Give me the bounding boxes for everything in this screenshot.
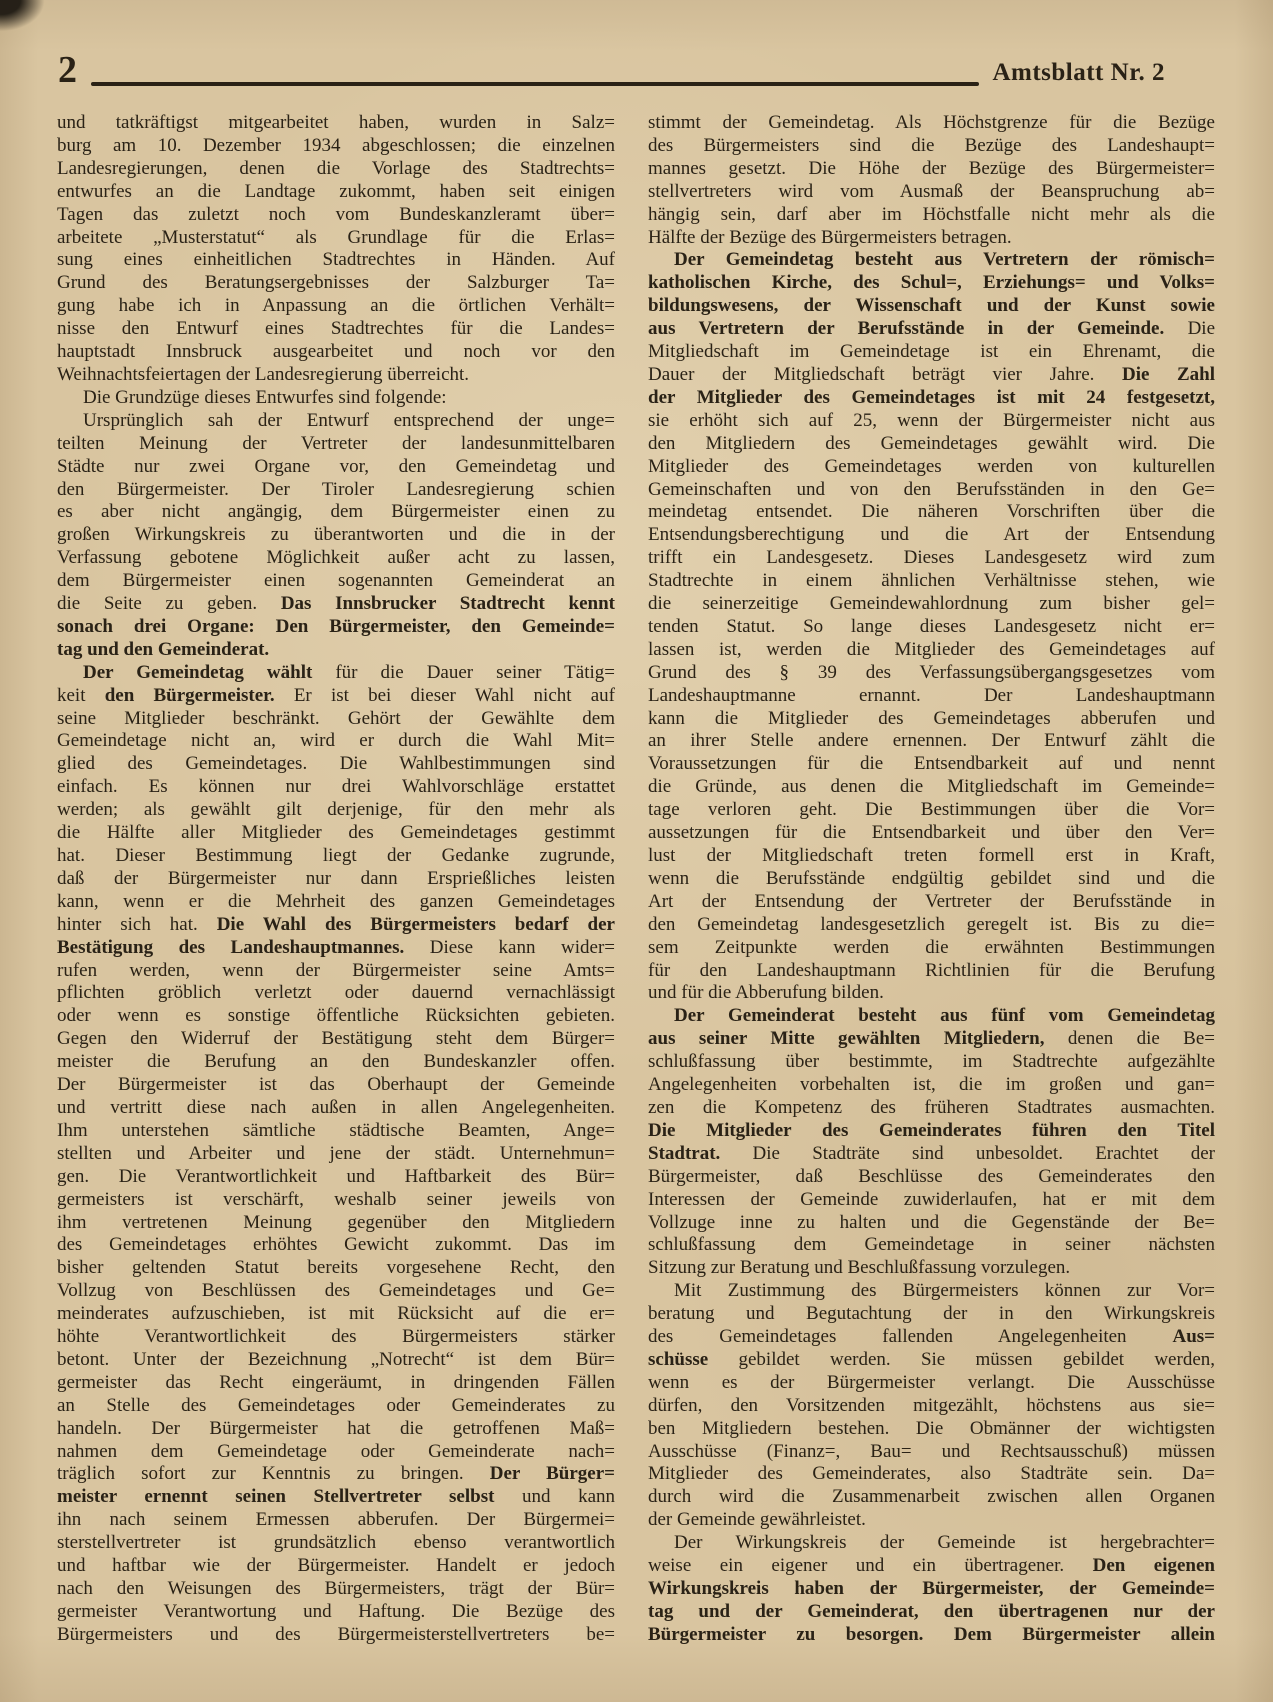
text-run: Gemeinschaften und von den Berufsständen in den Ge= — [648, 478, 1215, 500]
text-line — [648, 1234, 1215, 1257]
text-line — [57, 135, 615, 158]
text-line — [57, 456, 615, 479]
text-line — [648, 662, 1215, 685]
text-run: entwurfes an die Landtage zukommt, haben seit einigen — [57, 180, 615, 202]
bold-text-run: Der Gemeindetag besteht aus Vertretern der römisch= — [674, 249, 1215, 271]
text-line — [648, 295, 1215, 318]
text-line — [57, 318, 615, 341]
text-run: werden; als gewählt gilt derjenige, für den mehr als — [57, 799, 615, 821]
text-line — [648, 799, 1215, 822]
bold-text-run: Bestätigung des Landeshauptmannes. — [57, 936, 405, 958]
text-line — [57, 639, 615, 662]
text-line — [57, 1441, 615, 1464]
text-line — [648, 1532, 1215, 1555]
text-run: Interessen der Gemeinde zuwiderlaufen, hat er mit dem — [648, 1188, 1215, 1210]
text-line — [57, 1028, 615, 1051]
text-run: Ausschüsse (Finanz=, Bau= und Rechtsausschuß) müssen — [648, 1440, 1215, 1462]
text-line — [648, 730, 1215, 753]
text-line — [57, 1234, 615, 1257]
text-run: und kann — [494, 1486, 615, 1508]
text-run: Die Stadträte sind unbesoldet. Erachtet der — [720, 1142, 1215, 1164]
text-line — [57, 845, 615, 868]
text-line — [57, 1349, 615, 1372]
text-run: Art der Entsendung der Vertreter der Berufsstände in — [648, 890, 1215, 912]
text-line — [648, 639, 1215, 662]
text-run: beratung und Begutachtung der in den Wirkungskreis — [648, 1303, 1215, 1325]
text-run: Mit Zustimmung des Bürgermeisters können zur Vor= — [674, 1280, 1215, 1302]
text-line — [648, 982, 1215, 1005]
text-column-left — [57, 112, 615, 1647]
text-run: trifft ein Landesgesetz. Dieses Landesgesetz wird zum — [648, 547, 1215, 569]
bold-text-run: Aus= — [1172, 1326, 1215, 1348]
text-run: Der Wirkungskreis der Gemeinde ist hergebrachter= — [674, 1532, 1215, 1554]
text-line — [648, 1280, 1215, 1303]
text-run: wenn es der Bürgermeister verlangt. Die Ausschüsse — [648, 1371, 1215, 1393]
text-run: wenn die Berufsstände endgültig gebildet sind und die — [648, 867, 1215, 889]
text-run: meindetag entsendet. Die näheren Vorschriften über die — [648, 501, 1215, 523]
text-run: rufen werden, wenn der Bürgermeister seine Amts= — [57, 959, 615, 981]
text-run: weise ein eigener und ein übertragener. — [648, 1555, 1093, 1577]
text-run: germeister das Recht eingeräumt, in dringenden Fällen — [57, 1371, 615, 1393]
bold-text-run: Die Mitglieder des Gemeinderates führen den Titel — [648, 1119, 1215, 1141]
text-line — [57, 1372, 615, 1395]
text-run: ihn nach seinem Ermessen abberufen. Der Bürgermei= — [57, 1509, 615, 1531]
text-line — [648, 1463, 1215, 1486]
text-line — [57, 822, 615, 845]
text-run: Die — [1164, 318, 1216, 340]
text-line — [57, 410, 615, 433]
text-run: Grund des Beratungsergebnisses der Salzburger Ta= — [57, 272, 615, 294]
text-line — [57, 1395, 615, 1418]
text-run: Vollzuge inne zu halten und die Gegenstände der Be= — [648, 1211, 1215, 1233]
text-line — [648, 1257, 1215, 1280]
text-line — [648, 1372, 1215, 1395]
text-run: nisse den Entwurf eines Stadtrechtes für die Landes= — [57, 318, 615, 340]
text-line — [57, 1555, 615, 1578]
bold-text-run: der Mitglieder des Gemeindetages ist mit 24 festgesetzt, — [648, 386, 1215, 408]
text-line — [648, 135, 1215, 158]
text-line — [648, 1578, 1215, 1601]
text-line — [648, 1212, 1215, 1235]
text-run: gebildet werden. Sie müssen gebildet werden, — [708, 1348, 1215, 1370]
text-run: arbeitete „Musterstatut“ als Grundlage für die Erlas= — [57, 226, 615, 248]
text-line — [57, 1418, 615, 1441]
text-line — [648, 249, 1215, 272]
text-line — [648, 1166, 1215, 1189]
text-line — [57, 960, 615, 983]
text-run: Ihm unterstehen sämtliche städtische Beamten, Ange= — [57, 1119, 615, 1141]
bold-text-run: sonach drei Organe: Den Bürgermeister, den Gemeinde= — [57, 615, 615, 637]
text-run: des Gemeindetages fallenden Angelegenheiten — [648, 1326, 1173, 1348]
text-run: schlußfassung über bestimmte, im Stadtrechte aufgezählte — [648, 1051, 1215, 1073]
text-run: Voraussetzungen für die Entsendbarkeit auf und nennt — [648, 753, 1215, 775]
text-run: Gegen den Widerruf der Bestätigung steht dem Bürger= — [57, 1028, 615, 1050]
text-line — [57, 1051, 615, 1074]
bold-text-run: Der Bürger= — [489, 1463, 615, 1485]
text-line — [648, 891, 1215, 914]
text-run: zen die Kompetenz des früheren Stadtrates ausmachten. — [648, 1096, 1215, 1118]
text-run: den Bürgermeister. Der Tiroler Landesregierung schien — [57, 478, 615, 500]
text-line — [648, 158, 1215, 181]
text-run: den Gemeindetag landesgesetzlich geregelt ist. Bis zu die= — [648, 913, 1215, 935]
text-line — [57, 662, 615, 685]
text-run: Er ist bei dieser Wahl nicht auf — [274, 684, 615, 706]
text-line — [57, 295, 615, 318]
scan-smudge — [0, 0, 64, 48]
text-run: handeln. Der Bürgermeister hat die getroffenen Maß= — [57, 1417, 615, 1439]
text-line — [57, 1624, 615, 1647]
text-run: und für die Abberufung bilden. — [648, 982, 884, 1004]
text-line — [57, 272, 615, 295]
text-run: kann die Mitglieder des Gemeindetages abberufen und — [648, 707, 1215, 729]
text-line — [648, 868, 1215, 891]
text-line — [57, 1326, 615, 1349]
text-line — [648, 1303, 1215, 1326]
text-line — [57, 1486, 615, 1509]
text-run: großen Wirkungskreis zu überantworten und die in der — [57, 524, 615, 546]
text-line — [648, 960, 1215, 983]
text-run: betont. Unter der Bezeichnung „Notrecht“ ist dem Bür= — [57, 1348, 615, 1370]
text-run: meister die Berufung an den Bundeskanzler offen. — [57, 1051, 615, 1073]
text-line — [648, 1189, 1215, 1212]
bold-text-run: tag und der Gemeinderat, den übertragenen nur der — [648, 1600, 1215, 1622]
text-run: schlußfassung dem Gemeindetage in seiner nächsten — [648, 1234, 1215, 1256]
text-line — [57, 204, 615, 227]
text-run: durch wird die Zusammenarbeit zwischen allen Organen — [648, 1486, 1215, 1508]
text-run: seine Mitglieder beschränkt. Gehört der Gewählte dem — [57, 707, 615, 729]
text-run: hinter sich hat. — [57, 913, 217, 935]
text-run: die Gründe, aus denen die Mitgliedschaft im Gemeinde= — [648, 776, 1215, 798]
bold-text-run: Wirkungskreis haben der Bürgermeister, der Gemeinde= — [648, 1578, 1215, 1599]
text-run: Mitgliedschaft im Gemeindetage ist ein Ehrenamt, die — [648, 341, 1215, 363]
text-line — [57, 1303, 615, 1326]
text-line — [57, 868, 615, 891]
text-line — [648, 822, 1215, 845]
text-run: und vertritt diese nach außen in allen Angelegenheiten. — [57, 1096, 615, 1118]
bold-text-run: Bürgermeister zu besorgen. Dem Bürgermeister allein — [648, 1623, 1215, 1645]
bold-text-run: Der Gemeinderat besteht aus fünf vom Gemeindetag — [674, 1005, 1215, 1027]
text-line — [57, 1280, 615, 1303]
text-run: sem Zeitpunkte werden die erwähnten Bestimmungen — [648, 936, 1215, 958]
text-line — [648, 1326, 1215, 1349]
text-run: germeisters ist verschärft, weshalb seiner jeweils von — [57, 1188, 615, 1210]
bold-text-run: tag und den Gemeinderat. — [57, 638, 270, 660]
text-run: sung eines einheitlichen Stadtrechtes in Händen. Auf — [57, 249, 615, 271]
text-run: Der Bürgermeister ist das Oberhaupt der Gemeinde — [57, 1074, 615, 1096]
text-line — [57, 685, 615, 708]
text-run: bisher geltenden Statut bereits vorgesehene Recht, den — [57, 1257, 615, 1279]
text-run: Sitzung zur Beratung und Beschlußfassung vorzulegen. — [648, 1257, 1071, 1279]
text-line — [648, 708, 1215, 731]
text-column-right — [648, 112, 1215, 1647]
text-run: an Stelle des Gemeindetages oder Gemeinderates zu — [57, 1394, 615, 1416]
text-line — [57, 799, 615, 822]
text-line — [648, 1509, 1215, 1532]
text-run: Hälfte der Bezüge des Bürgermeisters betragen. — [648, 226, 1012, 248]
text-run: keit — [57, 684, 105, 706]
text-run: kann, wenn er die Mehrheit des ganzen Gemeindetages — [57, 890, 615, 912]
bold-text-run: Den eigenen — [1092, 1555, 1215, 1577]
text-run: für die Dauer seiner Tätig= — [312, 661, 615, 683]
text-run: Weihnachtsfeiertagen der Landesregierung überreicht. — [57, 363, 470, 385]
text-run: einfach. Es können nur drei Wahlvorschläge erstattet — [57, 776, 615, 798]
text-line — [57, 181, 615, 204]
text-line — [57, 753, 615, 776]
bold-text-run: Die Zahl — [1121, 363, 1215, 385]
text-line — [648, 1097, 1215, 1120]
text-line — [57, 479, 615, 502]
text-line — [648, 1601, 1215, 1624]
text-line — [648, 341, 1215, 364]
text-run: tenden Statut. So lange dieses Landesgesetz nicht er= — [648, 615, 1215, 637]
text-line — [648, 479, 1215, 502]
text-line — [648, 456, 1215, 479]
text-run: Bürgermeisters und des Bürgermeisterstellvertreters be= — [57, 1623, 615, 1645]
text-line — [57, 891, 615, 914]
bold-text-run: Das Innsbrucker Stadtrecht kennt — [280, 593, 615, 615]
text-run: Städte nur zwei Organe vor, den Gemeindetag und — [57, 455, 615, 477]
text-line — [57, 1074, 615, 1097]
text-run: Ursprünglich sah der Entwurf entsprechend der unge= — [83, 409, 615, 431]
text-line — [648, 570, 1215, 593]
text-line — [57, 1578, 615, 1601]
text-run: dem Bürgermeister einen sogenannten Gemeinderat an — [57, 570, 615, 592]
text-line — [57, 249, 615, 272]
text-line — [648, 1624, 1215, 1647]
text-run: Dauer der Mitgliedschaft beträgt vier Jahre. — [648, 363, 1122, 385]
text-run: hauptstadt Innsbruck ausgearbeitet und noch vor den — [57, 341, 615, 363]
text-line — [57, 1601, 615, 1624]
text-line — [648, 318, 1215, 341]
text-line — [57, 1212, 615, 1235]
text-line — [648, 501, 1215, 524]
text-run: Bürgermeister, daß Beschlüsse des Gemeinderates den — [648, 1165, 1215, 1187]
text-line — [648, 387, 1215, 410]
bold-text-run: aus seiner Mitte gewählten Mitgliedern, — [648, 1028, 1045, 1050]
text-run: stellvertreters wird vom Ausmaß der Beanspruchung ab= — [648, 180, 1215, 202]
text-line — [648, 112, 1215, 135]
text-run: des Gemeindetages erhöhtes Gewicht zukommt. Das im — [57, 1234, 615, 1256]
text-run: meinderates aufzuschieben, ist mit Rücksicht auf die er= — [57, 1303, 615, 1325]
text-run: lust der Mitgliedschaft treten formell erst in Kraft, — [648, 845, 1215, 866]
text-line — [648, 1441, 1215, 1464]
text-run: den Mitgliedern des Gemeindetages gewählt wird. Die — [648, 432, 1215, 454]
text-line — [648, 593, 1215, 616]
text-run: ihm vertretenen Meinung gegenüber den Mitgliedern — [57, 1211, 615, 1233]
text-line — [648, 845, 1215, 868]
text-line — [648, 685, 1215, 708]
bold-text-run: meister ernennt seinen Stellvertreter selbst — [57, 1486, 495, 1508]
text-line — [57, 1532, 615, 1555]
text-run: Angelegenheiten vorbehalten ist, die im großen und gan= — [648, 1074, 1215, 1096]
text-line — [57, 387, 615, 410]
text-line — [57, 524, 615, 547]
text-line — [648, 227, 1215, 250]
text-line — [648, 410, 1215, 433]
text-line — [57, 1189, 615, 1212]
text-line — [648, 1074, 1215, 1097]
text-line — [648, 776, 1215, 799]
text-run: Entsendungsberechtigung und die Art der Entsendung — [648, 524, 1215, 546]
text-line — [648, 433, 1215, 456]
page-number: 2 — [58, 49, 78, 91]
text-line — [648, 1005, 1215, 1028]
text-run: und haftbar wie der Bürgermeister. Handelt er jedoch — [57, 1555, 615, 1577]
text-run: die Seite zu geben. — [57, 593, 281, 615]
text-run: sie erhöht sich auf 25, wenn der Bürgermeister nicht aus — [648, 409, 1215, 431]
text-line — [57, 1166, 615, 1189]
text-line — [57, 730, 615, 753]
text-run: dürfen, den Vorsitzenden mitgezählt, höchstens aus sie= — [648, 1394, 1215, 1416]
text-run: lassen ist, werden die Mitglieder des Gemeindetages auf — [648, 638, 1215, 660]
text-run: Vollzug von Beschlüssen des Gemeindetages und Ge= — [57, 1280, 615, 1302]
text-run: des Bürgermeisters sind die Bezüge des Landeshaupt= — [648, 134, 1215, 156]
bold-text-run: schüsse — [648, 1348, 709, 1370]
text-line — [57, 341, 615, 364]
text-line — [648, 1143, 1215, 1166]
text-line — [648, 1418, 1215, 1441]
masthead-title: Amtsblatt Nr. 2 — [992, 59, 1165, 86]
text-line — [648, 914, 1215, 937]
bold-text-run: katholischen Kirche, des Schul=, Erziehungs= und Volks= — [648, 272, 1215, 294]
text-run: nach den Weisungen des Bürgermeisters, trägt der Bür= — [57, 1578, 615, 1599]
bold-text-run: den Bürgermeister. — [104, 684, 275, 706]
text-line — [648, 1555, 1215, 1578]
text-line — [648, 1349, 1215, 1372]
text-line — [57, 1463, 615, 1486]
text-run: stimmt der Gemeindetag. Als Höchstgrenze für die Bezüge — [648, 112, 1215, 133]
text-line — [648, 1486, 1215, 1509]
text-line — [648, 1028, 1215, 1051]
bold-text-run: bildungswesens, der Wissenschaft und der Kunst sowie — [648, 295, 1215, 317]
text-run: die seinerzeitige Gemeindewahlordnung zum bisher gel= — [648, 593, 1215, 615]
text-run: Tagen das zuletzt noch vom Bundeskanzleramt über= — [57, 203, 615, 225]
text-line — [648, 204, 1215, 227]
text-line — [57, 501, 615, 524]
text-run: es aber nicht angängig, dem Bürgermeister einen zu — [57, 501, 615, 523]
header-rule — [91, 82, 979, 86]
text-line — [57, 547, 615, 570]
text-run: ben Mitgliedern bestehen. Die Obmänner der wichtigsten — [648, 1417, 1215, 1439]
text-line — [57, 593, 615, 616]
text-run: Gemeindetage nicht an, wird er durch die Wahl Mit= — [57, 730, 615, 752]
text-run: Stadtrechte in einem ähnlichen Verhältnisse stehen, wie — [648, 570, 1215, 592]
text-run: hat. Dieser Bestimmung liegt der Gedanke zugrunde, — [57, 845, 615, 866]
text-run: sterstellvertreter ist grundsätzlich ebenso verantwortlich — [57, 1532, 615, 1554]
text-run: Mitglieder des Gemeindetages werden von kulturellen — [648, 455, 1215, 477]
bold-text-run: Stadtrat. — [648, 1142, 721, 1164]
text-line — [57, 1097, 615, 1120]
text-line — [648, 616, 1215, 639]
text-run: tage verloren geht. Die Bestimmungen über die Vor= — [648, 799, 1215, 821]
text-run: nahmen dem Gemeindetage oder Gemeinderate nach= — [57, 1440, 615, 1462]
text-line — [57, 570, 615, 593]
text-run: höhte Verantwortlichkeit des Bürgermeisters stärker — [57, 1326, 615, 1348]
text-line — [648, 1120, 1215, 1143]
text-run: die Hälfte aller Mitglieder des Gemeindetages gestimmt — [57, 822, 615, 844]
text-run: glied des Gemeindetages. Die Wahlbestimmungen sind — [57, 753, 615, 775]
text-run: hängig sein, darf aber im Höchstfalle nicht mehr als die — [648, 203, 1215, 225]
text-run: Mitglieder des Gemeinderates, also Stadträte sein. Da= — [648, 1463, 1215, 1485]
text-run: Die Grundzüge dieses Entwurfes sind folgende: — [83, 386, 447, 408]
text-run: mannes gesetzt. Die Höhe der Bezüge des Bürgermeister= — [648, 157, 1215, 179]
text-line — [57, 1143, 615, 1166]
text-line — [57, 708, 615, 731]
text-run: oder wenn es sonstige öffentliche Rücksichten gebieten. — [57, 1005, 615, 1027]
text-line — [648, 1395, 1215, 1418]
text-line — [648, 272, 1215, 295]
text-line — [648, 937, 1215, 960]
text-run: der Gemeinde gewährleistet. — [648, 1509, 866, 1531]
text-run: Landesregierungen, denen die Vorlage des Stadtrechts= — [57, 157, 615, 179]
text-run: Landeshauptmanne ernannt. Der Landeshauptmann — [648, 684, 1215, 706]
text-line — [648, 181, 1215, 204]
text-run: Diese kann wider= — [404, 936, 615, 958]
text-line — [57, 433, 615, 456]
text-line — [648, 1051, 1215, 1074]
text-run: gen. Die Verantwortlichkeit und Haftbarkeit des Bür= — [57, 1165, 615, 1187]
text-run: träglich sofort zur Kenntnis zu bringen. — [57, 1463, 490, 1485]
text-run: stellten und Arbeiter und jene der städt. Unternehmun= — [57, 1142, 615, 1164]
text-line — [57, 1005, 615, 1028]
text-run: germeister Verantwortung und Haftung. Die Bezüge des — [57, 1600, 615, 1622]
text-line — [57, 1257, 615, 1280]
text-run: teilten Meinung der Vertreter der landesunmittelbaren — [57, 432, 615, 454]
text-line — [57, 1120, 615, 1143]
text-line — [57, 776, 615, 799]
text-run: gung habe ich in Anpassung an die örtlichen Verhält= — [57, 295, 615, 317]
bold-text-run: Der Gemeindetag wählt — [83, 661, 313, 683]
text-line — [57, 982, 615, 1005]
text-line — [57, 158, 615, 181]
text-line — [57, 937, 615, 960]
bold-text-run: Die Wahl des Bürgermeisters bedarf der — [216, 913, 615, 935]
text-run: daß der Bürgermeister nur dann Ersprießliches leisten — [57, 867, 615, 889]
text-line — [57, 227, 615, 250]
text-run: Verfassung gebotene Möglichkeit außer acht zu lassen, — [57, 547, 615, 569]
text-line — [57, 112, 615, 135]
text-run: Grund des § 39 des Verfassungsübergangsgesetzes vom — [648, 661, 1215, 683]
text-line — [57, 914, 615, 937]
text-run: aussetzungen für die Entsendbarkeit und über den Ver= — [648, 822, 1215, 844]
text-line — [648, 547, 1215, 570]
text-run: pflichten gröblich verletzt oder dauernd vernachlässigt — [57, 982, 615, 1004]
text-line — [648, 364, 1215, 387]
bold-text-run: aus Vertretern der Berufsstände in der Gemeinde. — [648, 318, 1165, 340]
text-line — [57, 1509, 615, 1532]
text-line — [57, 364, 615, 387]
text-run: denen die Be= — [1044, 1028, 1215, 1050]
text-run: an ihrer Stelle andere ernennen. Der Entwurf zählt die — [648, 730, 1215, 752]
text-run: burg am 10. Dezember 1934 abgeschlossen; die einzelnen — [57, 134, 615, 156]
text-line — [648, 524, 1215, 547]
text-run: für den Landeshauptmann Richtlinien für die Berufung — [648, 959, 1215, 981]
text-run: und tatkräftigst mitgearbeitet haben, wurden in Salz= — [57, 112, 615, 133]
text-line — [648, 753, 1215, 776]
text-line — [57, 616, 615, 639]
